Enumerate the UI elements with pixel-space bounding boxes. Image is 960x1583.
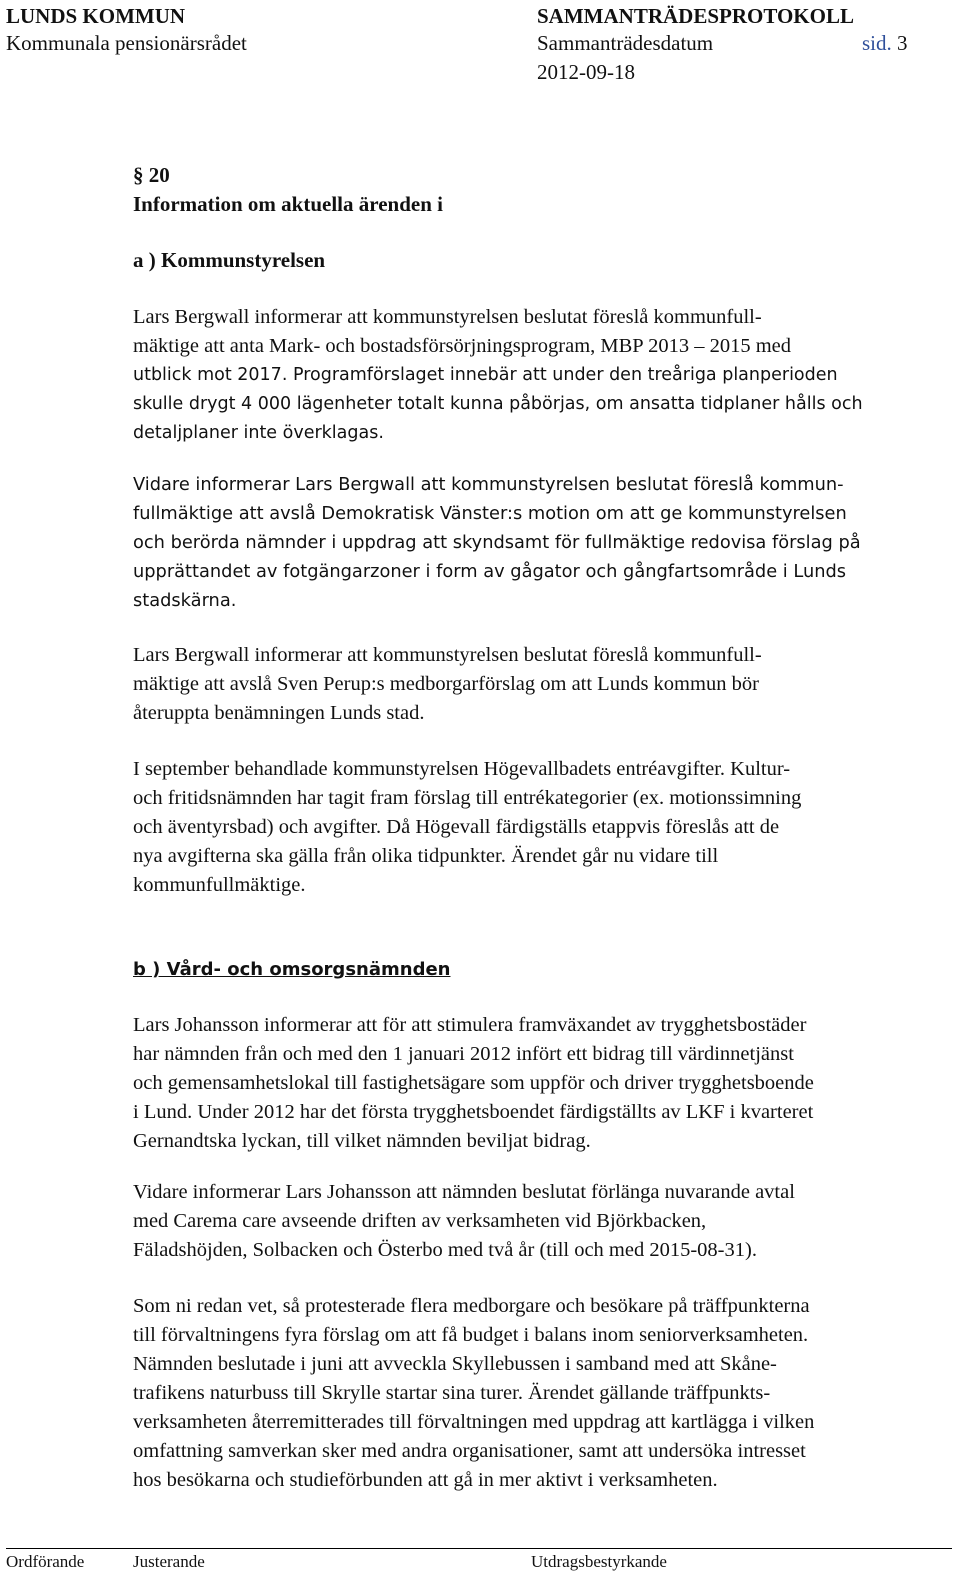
meeting-date: 2012-09-18: [537, 60, 635, 84]
text-line: hos besökarna och studieförbunden att gå in mer aktivt i verksamheten.: [133, 1469, 718, 1491]
text-line: återuppta benämningen Lunds stad.: [133, 702, 425, 724]
text-line: utblick mot 2017. Programförslaget innebär att under den treåriga planperioden: [133, 365, 838, 385]
text-line: trafikens naturbuss till Skrylle startar sina turer. Ärendet gällande träffpunkts-: [133, 1382, 771, 1404]
page-number: 3: [897, 31, 908, 55]
part-b-paragraph-3: [133, 1292, 953, 1495]
part-a-paragraph-1: [133, 303, 953, 448]
text-line: Vidare informerar Lars Johansson att nämnden beslutat förlänga nuvarande avtal: [133, 1181, 795, 1203]
text-line: Lars Johansson informerar att för att stimulera framväxandet av trygghetsbostäder: [133, 1014, 807, 1036]
text-line: Gernandtska lyckan, till vilket nämnden beviljat bidrag.: [133, 1130, 591, 1152]
text-line: verksamheten återremitterades till förvaltningen med uppdrag att kartlägga i vilken: [133, 1411, 815, 1433]
text-line: och berörda nämnder i uppdrag att skyndsamt för fullmäktige redovisa förslag på: [133, 532, 861, 553]
text-line: fullmäktige att avslå Demokratisk Vänster:s motion om att ge kommunstyrelsen: [133, 503, 847, 524]
section-symbol: §: [133, 163, 144, 187]
part-a-paragraph-3: [133, 641, 953, 728]
part-b-heading-text: b ) Vård- och omsorgsnämnden: [133, 959, 451, 980]
footer-adjuster: Justerande: [133, 1552, 205, 1571]
text-line: har nämnden från och med den 1 januari 2012 infört ett bidrag till värdinnetjänst: [133, 1043, 794, 1065]
page-indicator: [862, 31, 908, 55]
text-line: skulle drygt 4 000 lägenheter totalt kunna påbörjas, om ansatta tidplaner hålls och: [133, 394, 863, 414]
footer-chair: Ordförande: [6, 1552, 85, 1571]
part-b-paragraph-1: [133, 1011, 953, 1156]
text-line: kommunfullmäktige.: [133, 874, 306, 896]
text-line: Fäladshöjden, Solbacken och Österbo med två år (till och med 2015-08-31).: [133, 1239, 757, 1261]
text-line: nya avgifterna ska gälla från olika tidpunkter. Ärendet går nu vidare till: [133, 845, 719, 867]
section-number: [133, 161, 170, 189]
part-a-paragraph-2: [133, 470, 953, 615]
text-line: I september behandlade kommunstyrelsen Högevallbadets entréavgifter. Kultur-: [133, 758, 791, 780]
text-line: Som ni redan vet, så protesterade flera medborgare och besökare på träffpunkterna: [133, 1295, 810, 1317]
text-line: med Carema care avseende driften av verksamheten vid Björkbacken,: [133, 1210, 707, 1232]
text-line: till förvaltningens fyra förslag om att få budget i balans inom seniorverksamheten.: [133, 1324, 809, 1346]
text-line: Lars Bergwall informerar att kommunstyrelsen beslutat föreslå kommunfull-: [133, 306, 762, 328]
text-line: upprättandet av fotgängarzoner i form av gågator och gångfartsområde i Lunds: [133, 561, 847, 582]
section-number-value: 20: [148, 163, 170, 187]
text-line: och fritidsnämnden har tagit fram förslag till entrékategorier (ex. motionssimning: [133, 787, 802, 809]
part-a-heading: a ) Kommunstyrelsen: [133, 248, 326, 272]
text-line: stadskärna.: [133, 590, 237, 611]
text-line: mäktige att avslå Sven Perup:s medborgarförslag om att Lunds kommun bör: [133, 673, 759, 695]
footer-divider: [6, 1548, 952, 1549]
page-label: sid.: [862, 31, 892, 55]
part-a-paragraph-4: [133, 755, 953, 900]
text-line: mäktige att anta Mark- och bostadsförsörjningsprogram, MBP 2013 – 2015 med: [133, 335, 791, 357]
text-line: och gemensamhetslokal till fastighetsägare som uppför och driver trygghetsboende: [133, 1072, 814, 1094]
text-line: Vidare informerar Lars Bergwall att kommunstyrelsen beslutat föreslå kommun-: [133, 474, 844, 495]
date-label: Sammanträdesdatum: [537, 31, 714, 55]
part-b-paragraph-2: [133, 1178, 953, 1265]
doc-type: SAMMANTRÄDESPROTOKOLL: [537, 4, 854, 28]
footer-extract: Utdragsbestyrkande: [531, 1552, 667, 1571]
text-line: omfattning samverkan sker med andra organisationer, samt att undersöka intresset: [133, 1440, 806, 1462]
body-name: Kommunala pensionärsrådet: [6, 31, 247, 55]
text-line: i Lund. Under 2012 har det första trygghetsboendet färdigställts av LKF i kvarteret: [133, 1101, 814, 1123]
text-line: och äventyrsbad) och avgifter. Då Högevall färdigställs etappvis föreslås att de: [133, 816, 780, 838]
org-name: LUNDS KOMMUN: [6, 4, 186, 28]
text-line: Lars Bergwall informerar att kommunstyrelsen beslutat föreslå kommunfull-: [133, 644, 762, 666]
text-line: detaljplaner inte överklagas.: [133, 423, 384, 443]
section-title: Information om aktuella ärenden i: [133, 192, 443, 216]
text-line: Nämnden beslutade i juni att avveckla Skyllebussen i samband med att Skåne-: [133, 1353, 777, 1375]
part-b-heading: [133, 956, 450, 984]
